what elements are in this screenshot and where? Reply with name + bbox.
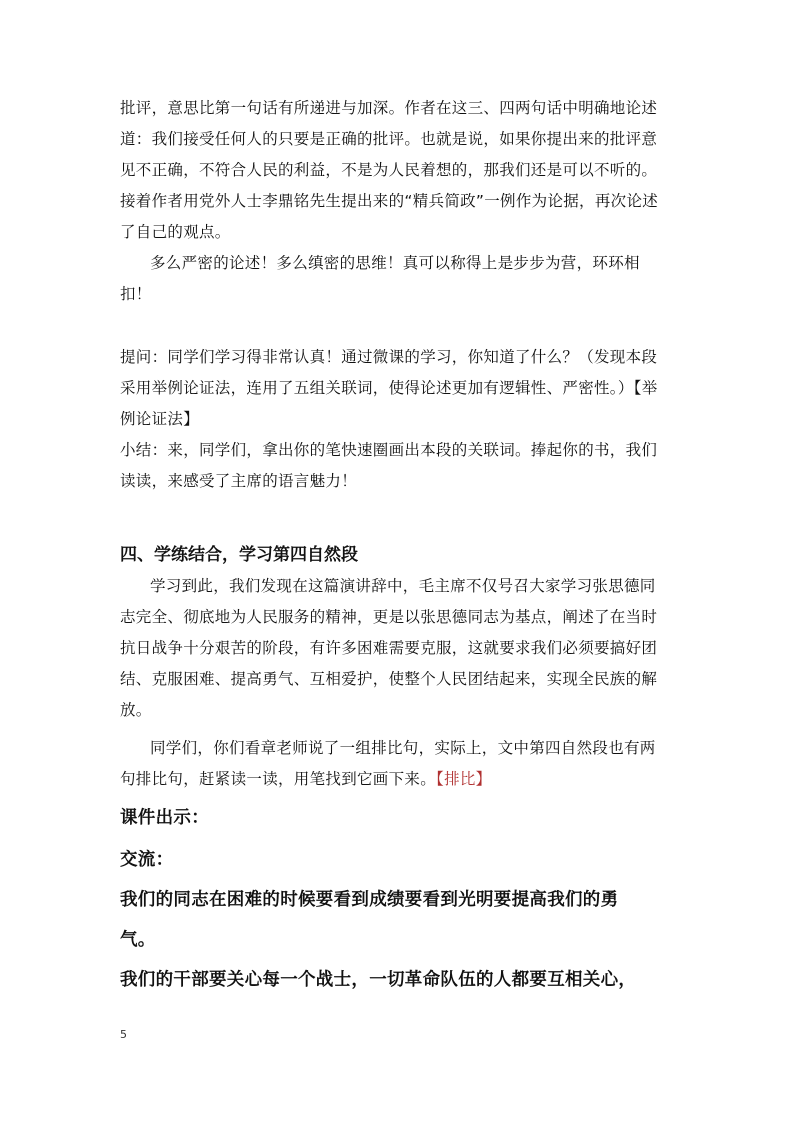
page-number: 5 <box>120 1028 127 1041</box>
quoted-line: 我们的干部要关心每一个战士，一切革命队伍的人都要互相关心， <box>120 970 637 990</box>
paragraph-line: 扣！ <box>120 285 152 303</box>
quoted-line: 我们的同志在困难的时候要看到成绩要看到光明要提高我们的勇 <box>120 890 619 910</box>
summary-line: 小结：来，同学们，拿出你的笔快速圈画出本段的关联词。捧起你的书，我们 <box>120 441 658 459</box>
question-line: 采用举例论证法，连用了五组关联词，使得论述更加有逻辑性、严密性。）【举 <box>120 379 658 397</box>
question-line: 提问：同学们学习得非常认真！通过微课的学习，你知道了什么？（发现本段 <box>120 348 658 366</box>
paragraph-line: 志完全、彻底地为人民服务的精神，更是以张思德同志为基点，阐述了在当时 <box>120 608 658 626</box>
summary-line: 读读，来感受了主席的语言魅力！ <box>120 472 358 490</box>
paragraph-line: 见不正确，不符合人民的利益，不是为人民着想的，那我们还是可以不听的。 <box>120 161 658 179</box>
rhetoric-tag: 【排比】 <box>436 770 492 788</box>
paragraph-line: 结、克服困难、提高勇气、互相爱护，使整个人民团结起来，实现全民族的解 <box>120 670 658 688</box>
paragraph-line: 了自己的观点。 <box>120 223 231 241</box>
courseware-label: 课件出示： <box>120 808 209 828</box>
paragraph-line: 批评，意思比第一句话有所递进与加深。作者在这三、四两句话中明确地论述 <box>120 99 658 117</box>
section-heading: 四、学练结合，学习第四自然段 <box>120 545 358 565</box>
paragraph-line: 放。 <box>120 701 152 719</box>
paragraph-line: 道：我们接受任何人的只要是正确的批评。也就是说，如果你提出来的批评意 <box>120 130 658 148</box>
paragraph-line <box>120 767 491 789</box>
paragraph-text: 句排比句，赶紧读一读，用笔找到它画下来。 <box>120 770 437 788</box>
paragraph-line: 同学们，你们看章老师说了一组排比句，实际上，文中第四自然段也有两 <box>150 739 656 757</box>
exchange-label: 交流： <box>120 850 174 870</box>
paragraph-line: 多么严密的论述！多么缜密的思维！真可以称得上是步步为营，环环相 <box>150 254 640 272</box>
quoted-line: 气。 <box>120 930 156 950</box>
question-line: 例论证法】 <box>120 410 200 428</box>
paragraph-line: 接着作者用党外人士李鼎铭先生提出来的“精兵简政”一例作为论据，再次论述 <box>120 192 659 210</box>
paragraph-line: 学习到此，我们发现在这篇演讲辞中，毛主席不仅号召大家学习张思德同 <box>150 577 656 595</box>
paragraph-line: 抗日战争十分艰苦的阶段，有许多困难需要克服，这就要求我们必须要搞好团 <box>120 639 658 657</box>
